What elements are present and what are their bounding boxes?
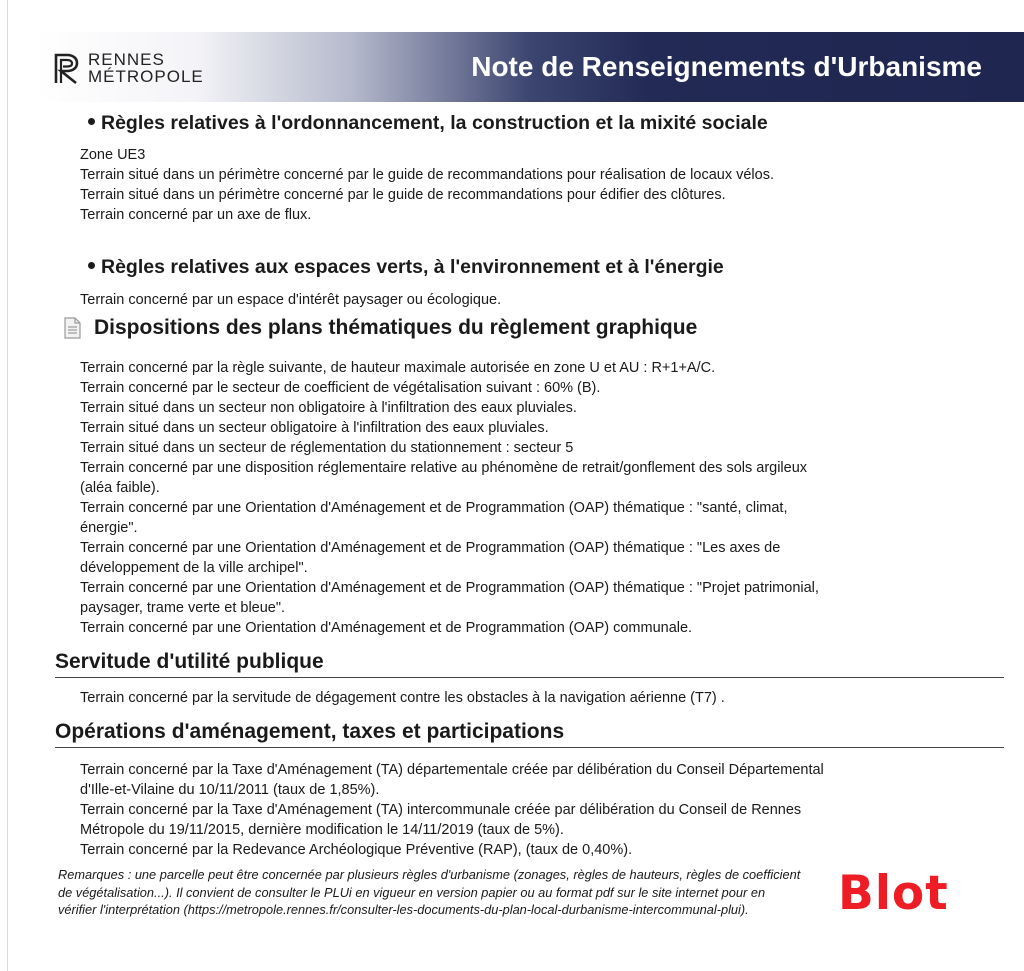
section-heading-text: Règles relatives aux espaces verts, à l'environnement et à l'énergie xyxy=(101,256,724,278)
text-line: Terrain concerné par la règle suivante, de hauteur maximale autorisée en zone U et AU : R+1+A/C. xyxy=(80,360,716,376)
text-line: Terrain concerné par la Redevance Archéologique Préventive (RAP), (taux de 0,40%). xyxy=(80,842,633,858)
text-line: Terrain concerné par la Taxe d'Aménagement (TA) départementale créée par délibération du Conseil Départemental xyxy=(80,762,824,778)
section-body-servitude xyxy=(80,688,980,708)
text-line: Terrain concerné par le secteur de coefficient de végétalisation suivant : 60% (B). xyxy=(80,380,601,396)
text-line: Métropole du 19/11/2015, dernière modification le 14/11/2019 (taux de 5%). xyxy=(80,822,564,838)
section-heading-ordonnancement xyxy=(88,112,768,135)
text-line: développement de la ville archipel". xyxy=(80,560,308,576)
section-body-espaces-verts xyxy=(80,290,980,310)
text-line: Zone UE3 xyxy=(80,147,146,163)
rennes-metropole-logo xyxy=(52,48,204,88)
logo-line-1: RENNES xyxy=(88,50,165,69)
text-line: Terrain concerné par un espace d'intérêt paysager ou écologique. xyxy=(80,292,502,308)
section-body-dispositions xyxy=(80,358,980,638)
text-line: Terrain concerné par un axe de flux. xyxy=(80,207,312,223)
section-body-operations xyxy=(80,760,980,860)
text-line: Terrain situé dans un périmètre concerné par le guide de recommandations pour édifier des clôtures. xyxy=(80,187,726,203)
section-heading-text: Dispositions des plans thématiques du règlement graphique xyxy=(94,316,698,339)
text-line: Terrain concerné par la servitude de dégagement contre les obstacles à la navigation aérienne (T7) . xyxy=(80,690,725,706)
text-line: (aléa faible). xyxy=(80,480,160,496)
text-line: Terrain concerné par une Orientation d'Aménagement et de Programmation (OAP) thématique : "santé, climat, xyxy=(80,500,788,516)
remark-line: Remarques : une parcelle peut être concernée par plusieurs règles d'urbanisme (zonages, règles de hauteurs, règles de coefficient xyxy=(58,867,801,882)
section-heading-operations: Opérations d'aménagement, taxes et participations xyxy=(55,720,1004,748)
watermark-logo: Blot xyxy=(838,866,949,921)
text-line: Terrain situé dans un secteur non obligatoire à l'infiltration des eaux pluviales. xyxy=(80,400,577,416)
section-heading-servitude: Servitude d'utilité publique xyxy=(55,650,1004,678)
text-line: Terrain situé dans un secteur de réglementation du stationnement : secteur 5 xyxy=(80,440,574,456)
document-icon xyxy=(62,317,82,339)
text-line: Terrain concerné par une disposition réglementaire relative au phénomène de retrait/gonflement des sols argileux xyxy=(80,460,808,476)
text-line: énergie". xyxy=(80,520,138,536)
text-line: paysager, trame verte et bleue". xyxy=(80,600,286,616)
section-heading-text: Règles relatives à l'ordonnancement, la construction et la mixité sociale xyxy=(101,112,768,134)
section-body-ordonnancement xyxy=(80,145,980,225)
remark-line: vérifier l'interprétation (https://metropole.rennes.fr/consulter-les-documents-du-plan-local-durbanisme-intercommunal-plui). xyxy=(58,902,749,917)
section-heading-espaces-verts xyxy=(88,256,724,279)
page-left-border xyxy=(7,0,8,971)
text-line: Terrain concerné par la Taxe d'Aménagement (TA) intercommunale créée par délibération du Conseil de Rennes xyxy=(80,802,802,818)
logo-r-icon xyxy=(52,51,82,85)
remark-line: de végétalisation...). Il convient de consulter le PLUi en vigueur en version papier ou au format pdf sur le site internet pour en xyxy=(58,884,766,900)
bullet-icon xyxy=(88,262,95,269)
bullet-icon xyxy=(88,118,95,125)
section-heading-dispositions xyxy=(62,316,697,340)
logo-line-2: MÉTROPOLE xyxy=(88,67,204,86)
page-header xyxy=(36,32,1024,102)
text-line: Terrain concerné par une Orientation d'Aménagement et de Programmation (OAP) thématique : "Les axes de xyxy=(80,540,781,556)
text-line: d'Ille-et-Vilaine du 10/11/2011 (taux de 1,85%). xyxy=(80,782,380,798)
text-line: Terrain concerné par une Orientation d'Aménagement et de Programmation (OAP) communale. xyxy=(80,620,693,636)
text-line: Terrain situé dans un secteur obligatoire à l'infiltration des eaux pluviales. xyxy=(80,420,549,436)
text-line: Terrain situé dans un périmètre concerné par le guide de recommandations pour réalisation de locaux vélos. xyxy=(80,167,774,183)
text-line: Terrain concerné par une Orientation d'Aménagement et de Programmation (OAP) thématique : "Projet patrimonial, xyxy=(80,580,819,596)
page-title: Note de Renseignements d'Urbanisme xyxy=(471,51,982,82)
